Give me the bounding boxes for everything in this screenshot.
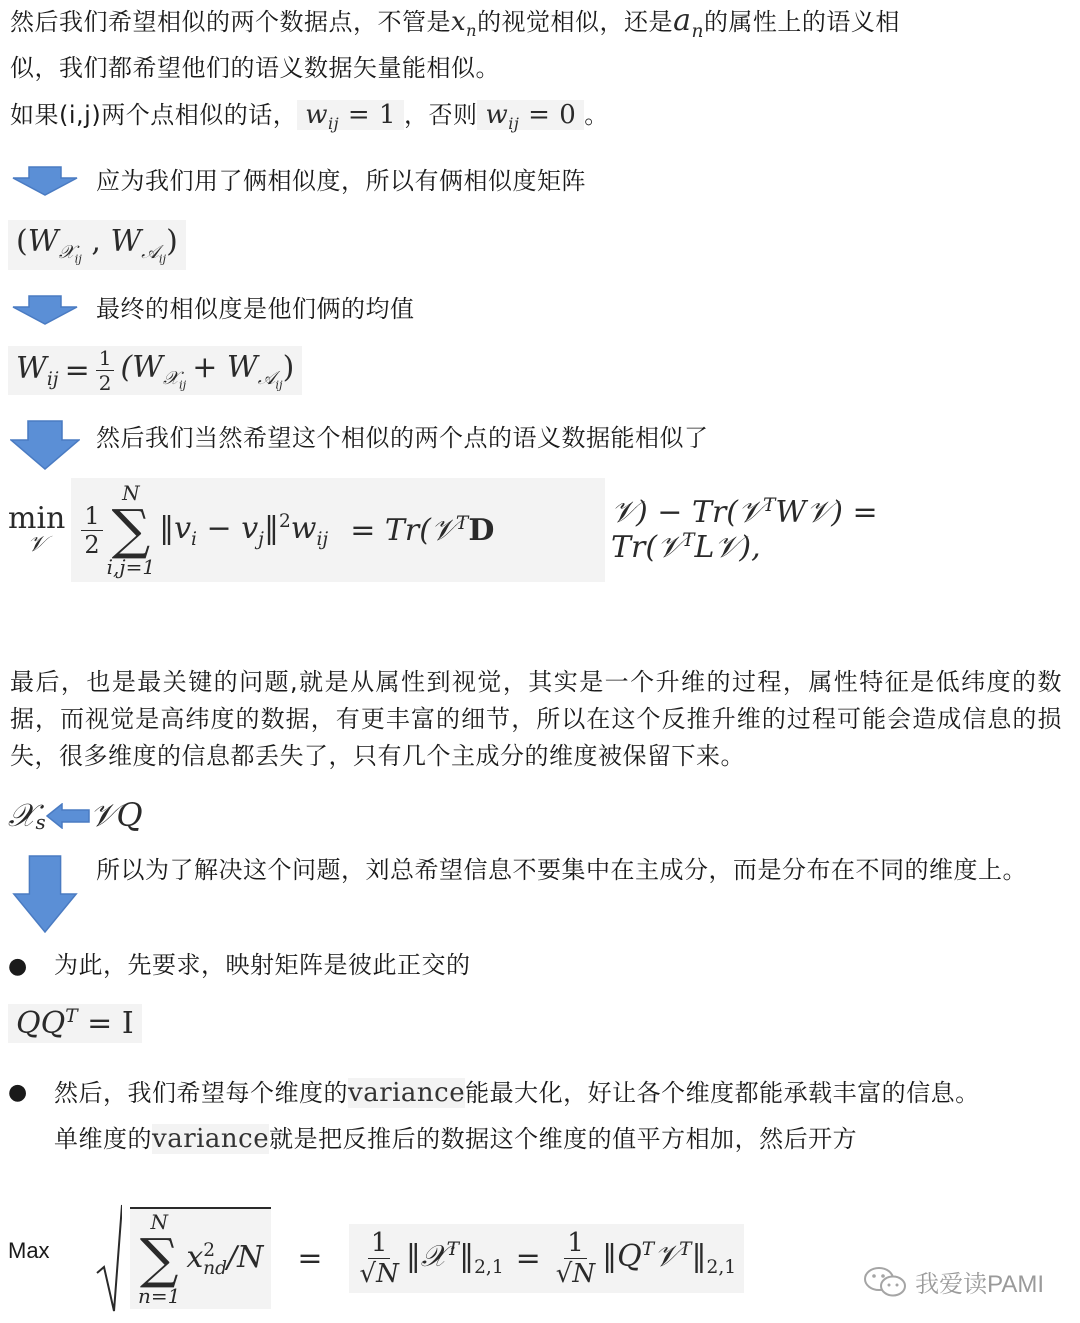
bullet-icon: ●: [8, 1080, 28, 1105]
step-two-matrices-text: 应为我们用了俩相似度，所以有俩相似度矩阵: [96, 167, 586, 195]
step-spread-information: [96, 852, 1066, 889]
intro-text-3: 的属性上的语义相: [703, 8, 900, 36]
intro-text-line2: 似，我们都希望他们的语义数据矢量能相似。: [10, 54, 500, 82]
reconstruction-formula: 𝒳 $_s$ 𝒱Q: [8, 796, 143, 834]
variance-text-1: 然后，我们希望每个维度的: [54, 1079, 348, 1107]
w-ij-equals-zero: $w_{ij} = 0$: [477, 100, 584, 130]
bullet-orthogonal-text: 为此，先要求，映射矩阵是彼此正交的: [54, 951, 471, 979]
max-label: Max: [8, 1238, 50, 1263]
similarity-pair-formula: ($W_{𝒳_{ij}}$ , $W_{𝒜_{ij}}$): [8, 220, 186, 270]
objective-function-formula: min 𝒱 $\frac{1}{2}$ N ∑ i,j=1 $‖v_i$ − $v_j‖^2w_{ij}$ = Tr(𝒱$^T$D 𝒱) − Tr(𝒱$^T$W𝒱) = Tr(𝒱$^T$L𝒱),: [8, 478, 1016, 582]
variance-term: variance: [348, 1078, 466, 1108]
step-semantic-similar-text: 然后我们当然希望这个相似的两个点的语义数据能相似了: [96, 424, 709, 452]
step-spread-information-text: 所以为了解决这个问题，刘总希望信息不要集中在主成分，而是分布在不同的维度上。: [96, 856, 1027, 884]
max-variance-formula: N ∑ n=1 $x^2_{nd}/N$ = $\frac{1}{√N}$ $‖𝒳^T‖_{2,1}$ = $\frac{1}{√N}$ $‖Q^T𝒱^T‖_{2,1}$: [96, 1200, 744, 1316]
condition-text-1: 如果(i,j)两个点相似的话，: [10, 101, 298, 129]
down-arrow-icon: [10, 295, 80, 325]
orthogonality-formula: $QQ^T = I$: [8, 1004, 142, 1043]
step-two-matrices: [96, 163, 1066, 200]
variance-text-2: 能最大化，好让各个维度都能承载丰富的信息。: [465, 1079, 980, 1107]
watermark-text: 我爱读PAMI: [915, 1271, 1044, 1298]
step-mean-text: 最终的相似度是他们俩的均值: [96, 295, 415, 323]
w-ij-equals-one: $w_{ij} = 1$: [297, 100, 404, 130]
dimension-loss-paragraph: [10, 664, 1062, 775]
intro-text-1: 然后我们希望相似的两个数据点，不管是: [10, 8, 451, 36]
variance-term: variance: [152, 1124, 270, 1154]
x-n-symbol: $x_n$: [451, 7, 478, 41]
dimension-loss-text: 最后，也是最关键的问题,就是从属性到视觉，其实是一个升维的过程，属性特征是低纬度的数据，而视觉是高纬度的数据，有更丰富的细节，所以在这个反推升维的过程可能会造成信息的损失，很多维度的信息都丢失了，只有几个主成分的维度被保留下来。: [10, 668, 1062, 770]
wechat-icon: [863, 1266, 907, 1298]
variance-text-3: 单维度的: [54, 1125, 152, 1153]
bullet-icon: ●: [8, 954, 28, 979]
step-semantic-similar: [96, 420, 1066, 457]
mean-similarity-formula: $W_{ij}$ = $\frac{1}{2}$ ($W_{𝒳_{ij}}$ + $W_{𝒜_{ij}}$): [8, 346, 302, 395]
step-mean: [96, 291, 1066, 328]
bullet-orthogonal: [54, 947, 1066, 984]
bullet-variance: [54, 1070, 1066, 1162]
left-arrow-icon: [46, 803, 90, 829]
similarity-condition: [10, 97, 1066, 142]
down-arrow-icon: [10, 420, 80, 470]
square-root-sign-icon: [96, 1203, 122, 1313]
intro-text-2: 的视觉相似，还是: [477, 8, 674, 36]
down-arrow-icon: [10, 855, 80, 933]
a-n-symbol: $a_n$: [673, 3, 704, 42]
variance-text-4: 就是把反推后的数据这个维度的值平方相加，然后开方: [269, 1125, 858, 1153]
condition-text-3: 。: [584, 101, 609, 129]
wechat-watermark: [863, 1264, 1044, 1299]
down-arrow-icon: [10, 166, 80, 196]
intro-paragraph: [10, 2, 1066, 87]
condition-text-2: ，否则: [403, 101, 478, 129]
